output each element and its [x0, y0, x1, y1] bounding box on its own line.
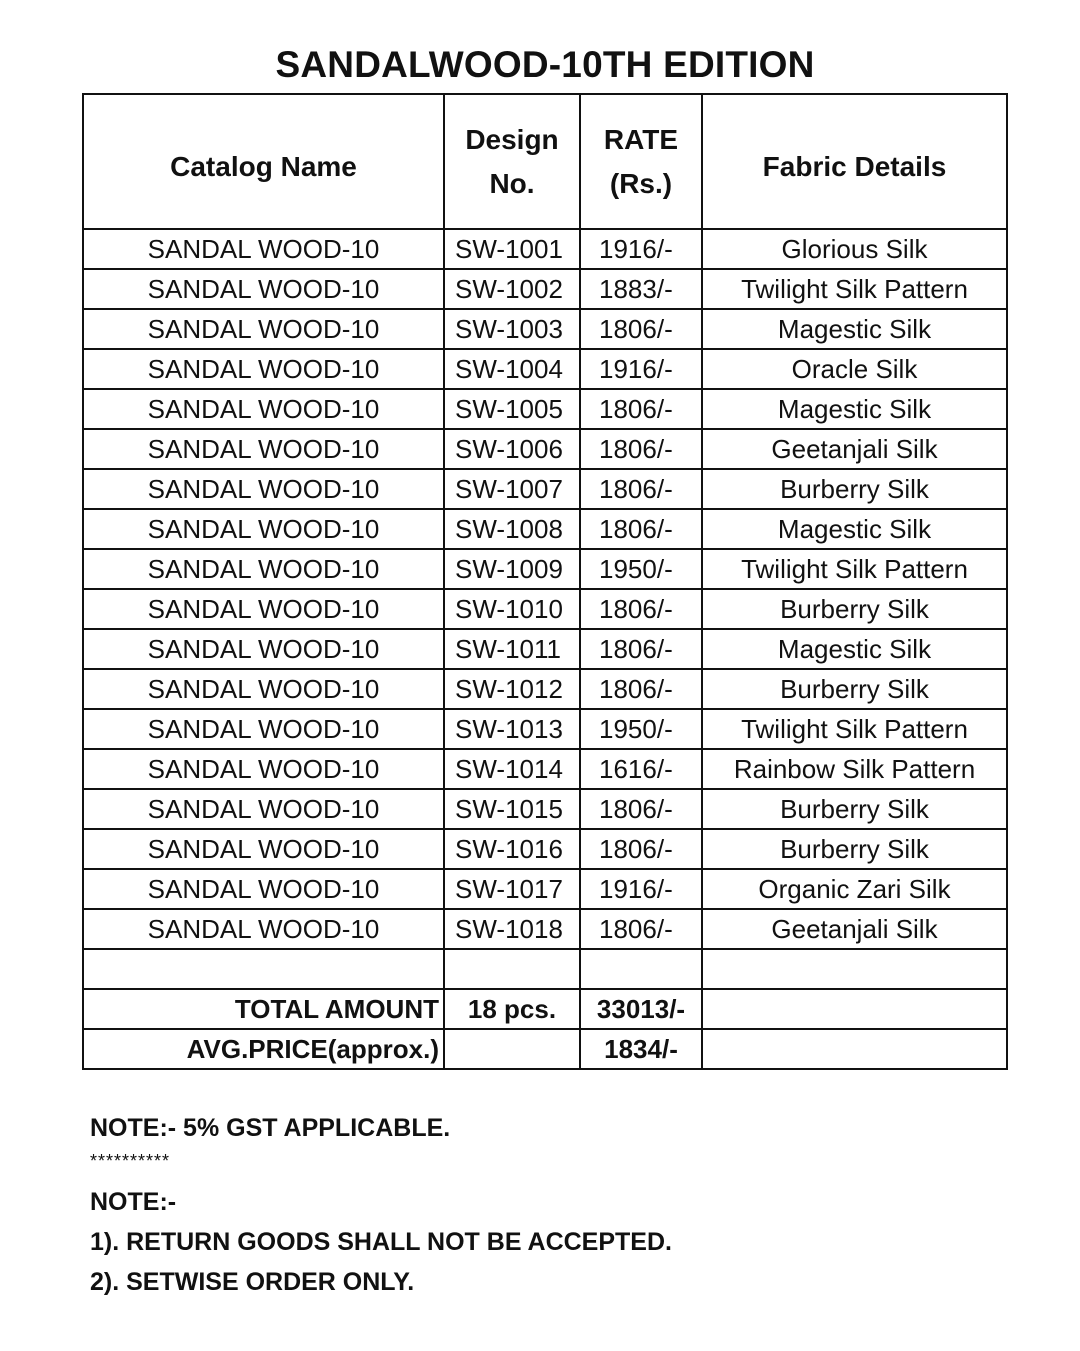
fabric-details-cell: Twilight Silk Pattern [702, 709, 1007, 749]
header-design-line1: Design [465, 123, 559, 155]
header-design-line2: No. [489, 167, 535, 199]
header-row [83, 94, 1007, 229]
table-row [83, 749, 1007, 789]
catalog-name-cell: SANDAL WOOD-10 [83, 269, 444, 309]
fabric-details-cell: Geetanjali Silk [702, 909, 1007, 949]
design-no-cell: SW-1013 [444, 709, 580, 749]
table-row [83, 509, 1007, 549]
note-item: 1). RETURN GOODS SHALL NOT BE ACCEPTED. [90, 1228, 672, 1256]
design-no-cell: SW-1004 [444, 349, 580, 389]
catalog-name-cell: SANDAL WOOD-10 [83, 669, 444, 709]
fabric-details-cell: Burberry Silk [702, 669, 1007, 709]
blank-row [83, 949, 1007, 989]
gst-note: NOTE:- 5% GST APPLICABLE. [90, 1114, 451, 1142]
fabric-details-cell: Oracle Silk [702, 349, 1007, 389]
catalog-name-cell: SANDAL WOOD-10 [83, 829, 444, 869]
header-design-no [444, 94, 580, 229]
rate-cell: 1950/- [580, 709, 702, 749]
design-no-cell: SW-1003 [444, 309, 580, 349]
table-row [83, 269, 1007, 309]
fabric-details-cell: Burberry Silk [702, 789, 1007, 829]
catalog-name-cell: SANDAL WOOD-10 [83, 309, 444, 349]
design-no-cell: SW-1016 [444, 829, 580, 869]
document-title: SANDALWOOD-10TH EDITION [275, 44, 815, 85]
table-row [83, 309, 1007, 349]
design-no-cell: SW-1008 [444, 509, 580, 549]
fabric-details-cell: Twilight Silk Pattern [702, 269, 1007, 309]
table-row [83, 549, 1007, 589]
fabric-details-cell: Magestic Silk [702, 509, 1007, 549]
design-no-cell: SW-1012 [444, 669, 580, 709]
catalog-table [82, 93, 1008, 1070]
rate-cell: 1806/- [580, 389, 702, 429]
fabric-details-cell: Geetanjali Silk [702, 429, 1007, 469]
rate-cell: 1806/- [580, 469, 702, 509]
rate-cell: 1806/- [580, 589, 702, 629]
table-body [83, 229, 1007, 949]
rate-cell: 1806/- [580, 669, 702, 709]
total-amount-value: 33013/- [580, 989, 702, 1029]
fabric-details-cell: Organic Zari Silk [702, 869, 1007, 909]
design-no-cell: SW-1018 [444, 909, 580, 949]
rate-cell: 1806/- [580, 309, 702, 349]
design-no-cell: SW-1011 [444, 629, 580, 669]
note-item: 2). SETWISE ORDER ONLY. [90, 1268, 415, 1296]
design-no-cell: SW-1002 [444, 269, 580, 309]
notes-heading: NOTE:- [90, 1188, 177, 1216]
rate-cell: 1806/- [580, 829, 702, 869]
table-row [83, 709, 1007, 749]
table-row [83, 909, 1007, 949]
design-no-cell: SW-1006 [444, 429, 580, 469]
header-fabric-details: Fabric Details [702, 94, 1007, 229]
fabric-details-cell: Burberry Silk [702, 469, 1007, 509]
rate-cell: 1616/- [580, 749, 702, 789]
catalog-name-cell: SANDAL WOOD-10 [83, 749, 444, 789]
catalog-name-cell: SANDAL WOOD-10 [83, 549, 444, 589]
table-row [83, 469, 1007, 509]
fabric-details-cell: Glorious Silk [702, 229, 1007, 269]
rate-cell: 1806/- [580, 429, 702, 469]
catalog-name-cell: SANDAL WOOD-10 [83, 589, 444, 629]
table-row [83, 869, 1007, 909]
table-row [83, 789, 1007, 829]
header-rate-line2: (Rs.) [609, 167, 673, 199]
rate-cell: 1806/- [580, 629, 702, 669]
notes-section [90, 1108, 672, 1302]
catalog-name-cell: SANDAL WOOD-10 [83, 869, 444, 909]
total-row [83, 989, 1007, 1029]
fabric-details-cell: Burberry Silk [702, 589, 1007, 629]
fabric-details-cell: Twilight Silk Pattern [702, 549, 1007, 589]
separator-stars: ********** [90, 1151, 171, 1171]
table-row [83, 429, 1007, 469]
design-no-cell: SW-1007 [444, 469, 580, 509]
rate-cell: 1916/- [580, 869, 702, 909]
rate-cell: 1916/- [580, 349, 702, 389]
catalog-name-cell: SANDAL WOOD-10 [83, 709, 444, 749]
rate-cell: 1806/- [580, 909, 702, 949]
catalog-name-cell: SANDAL WOOD-10 [83, 509, 444, 549]
design-no-cell: SW-1017 [444, 869, 580, 909]
fabric-details-cell: Magestic Silk [702, 309, 1007, 349]
design-no-cell: SW-1005 [444, 389, 580, 429]
fabric-details-cell: Rainbow Silk Pattern [702, 749, 1007, 789]
rate-cell: 1806/- [580, 789, 702, 829]
design-no-cell: SW-1014 [444, 749, 580, 789]
avg-row [83, 1029, 1007, 1069]
avg-price-value: 1834/- [580, 1029, 702, 1069]
fabric-details-cell: Burberry Silk [702, 829, 1007, 869]
avg-price-label: AVG.PRICE(approx.) [83, 1029, 444, 1069]
header-rate-line1: RATE [603, 123, 679, 155]
rate-cell: 1916/- [580, 229, 702, 269]
table-row [83, 389, 1007, 429]
catalog-name-cell: SANDAL WOOD-10 [83, 629, 444, 669]
table-row [83, 349, 1007, 389]
design-no-cell: SW-1015 [444, 789, 580, 829]
rate-cell: 1806/- [580, 509, 702, 549]
catalog-name-cell: SANDAL WOOD-10 [83, 429, 444, 469]
rate-cell: 1950/- [580, 549, 702, 589]
total-amount-label: TOTAL AMOUNT [83, 989, 444, 1029]
table-row [83, 829, 1007, 869]
header-catalog-name: Catalog Name [83, 94, 444, 229]
total-pieces: 18 pcs. [444, 989, 580, 1029]
design-no-cell: SW-1010 [444, 589, 580, 629]
fabric-details-cell: Magestic Silk [702, 389, 1007, 429]
table-row [83, 629, 1007, 669]
fabric-details-cell: Magestic Silk [702, 629, 1007, 669]
table-row [83, 229, 1007, 269]
header-rate [580, 94, 702, 229]
catalog-name-cell: SANDAL WOOD-10 [83, 469, 444, 509]
catalog-name-cell: SANDAL WOOD-10 [83, 789, 444, 829]
catalog-name-cell: SANDAL WOOD-10 [83, 349, 444, 389]
catalog-name-cell: SANDAL WOOD-10 [83, 389, 444, 429]
catalog-name-cell: SANDAL WOOD-10 [83, 229, 444, 269]
rate-cell: 1883/- [580, 269, 702, 309]
catalog-name-cell: SANDAL WOOD-10 [83, 909, 444, 949]
table-row [83, 589, 1007, 629]
table-row [83, 669, 1007, 709]
design-no-cell: SW-1001 [444, 229, 580, 269]
design-no-cell: SW-1009 [444, 549, 580, 589]
